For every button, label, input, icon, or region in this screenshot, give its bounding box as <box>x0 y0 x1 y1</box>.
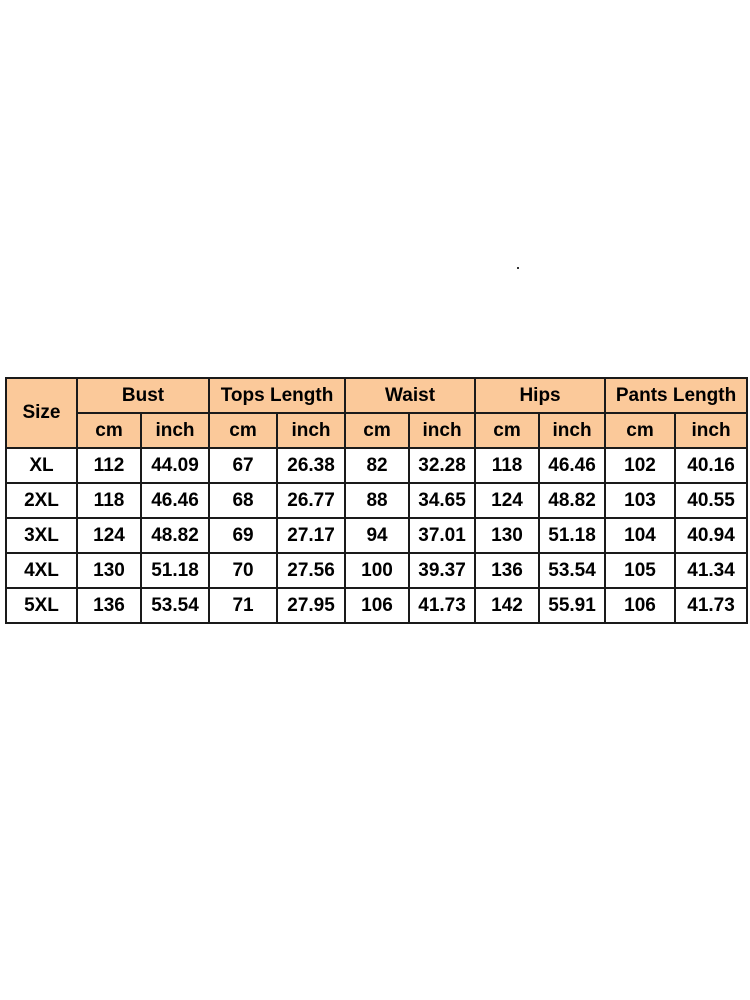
value-cell: 100 <box>345 553 409 588</box>
value-cell: 82 <box>345 448 409 483</box>
size-chart-table <box>5 377 748 624</box>
unit-header: inch <box>277 413 345 448</box>
value-cell: 41.73 <box>675 588 747 623</box>
unit-header: cm <box>475 413 539 448</box>
value-cell: 69 <box>209 518 277 553</box>
value-cell: 34.65 <box>409 483 475 518</box>
value-cell: 40.94 <box>675 518 747 553</box>
unit-header: cm <box>345 413 409 448</box>
value-cell: 32.28 <box>409 448 475 483</box>
group-header-row <box>6 378 747 413</box>
group-header-pants-length: Pants Length <box>605 378 747 413</box>
value-cell: 94 <box>345 518 409 553</box>
value-cell: 130 <box>77 553 141 588</box>
group-header-tops-length: Tops Length <box>209 378 345 413</box>
size-cell: 4XL <box>6 553 77 588</box>
unit-header: cm <box>209 413 277 448</box>
size-header: Size <box>6 378 77 448</box>
value-cell: 40.16 <box>675 448 747 483</box>
size-cell: 2XL <box>6 483 77 518</box>
unit-header: inch <box>409 413 475 448</box>
stray-dot <box>517 267 519 269</box>
group-header-waist: Waist <box>345 378 475 413</box>
unit-header: inch <box>675 413 747 448</box>
value-cell: 112 <box>77 448 141 483</box>
unit-header: cm <box>77 413 141 448</box>
value-cell: 39.37 <box>409 553 475 588</box>
table-row <box>6 553 747 588</box>
value-cell: 41.34 <box>675 553 747 588</box>
value-cell: 70 <box>209 553 277 588</box>
value-cell: 48.82 <box>141 518 209 553</box>
value-cell: 130 <box>475 518 539 553</box>
value-cell: 53.54 <box>141 588 209 623</box>
value-cell: 46.46 <box>141 483 209 518</box>
table-row <box>6 518 747 553</box>
value-cell: 26.77 <box>277 483 345 518</box>
value-cell: 105 <box>605 553 675 588</box>
value-cell: 103 <box>605 483 675 518</box>
group-header-hips: Hips <box>475 378 605 413</box>
value-cell: 71 <box>209 588 277 623</box>
value-cell: 118 <box>77 483 141 518</box>
unit-header: cm <box>605 413 675 448</box>
group-header-bust: Bust <box>77 378 209 413</box>
unit-header: inch <box>539 413 605 448</box>
value-cell: 136 <box>475 553 539 588</box>
value-cell: 40.55 <box>675 483 747 518</box>
unit-header-row <box>6 413 747 448</box>
value-cell: 136 <box>77 588 141 623</box>
value-cell: 27.17 <box>277 518 345 553</box>
size-cell: 3XL <box>6 518 77 553</box>
value-cell: 27.95 <box>277 588 345 623</box>
value-cell: 55.91 <box>539 588 605 623</box>
table-row <box>6 448 747 483</box>
value-cell: 48.82 <box>539 483 605 518</box>
value-cell: 88 <box>345 483 409 518</box>
value-cell: 37.01 <box>409 518 475 553</box>
value-cell: 41.73 <box>409 588 475 623</box>
value-cell: 142 <box>475 588 539 623</box>
size-cell: 5XL <box>6 588 77 623</box>
value-cell: 124 <box>77 518 141 553</box>
unit-header: inch <box>141 413 209 448</box>
value-cell: 118 <box>475 448 539 483</box>
value-cell: 53.54 <box>539 553 605 588</box>
value-cell: 46.46 <box>539 448 605 483</box>
value-cell: 104 <box>605 518 675 553</box>
value-cell: 51.18 <box>539 518 605 553</box>
value-cell: 106 <box>605 588 675 623</box>
table-row <box>6 588 747 623</box>
value-cell: 67 <box>209 448 277 483</box>
value-cell: 27.56 <box>277 553 345 588</box>
table-row <box>6 483 747 518</box>
value-cell: 106 <box>345 588 409 623</box>
value-cell: 124 <box>475 483 539 518</box>
value-cell: 68 <box>209 483 277 518</box>
value-cell: 26.38 <box>277 448 345 483</box>
value-cell: 102 <box>605 448 675 483</box>
value-cell: 44.09 <box>141 448 209 483</box>
value-cell: 51.18 <box>141 553 209 588</box>
size-cell: XL <box>6 448 77 483</box>
